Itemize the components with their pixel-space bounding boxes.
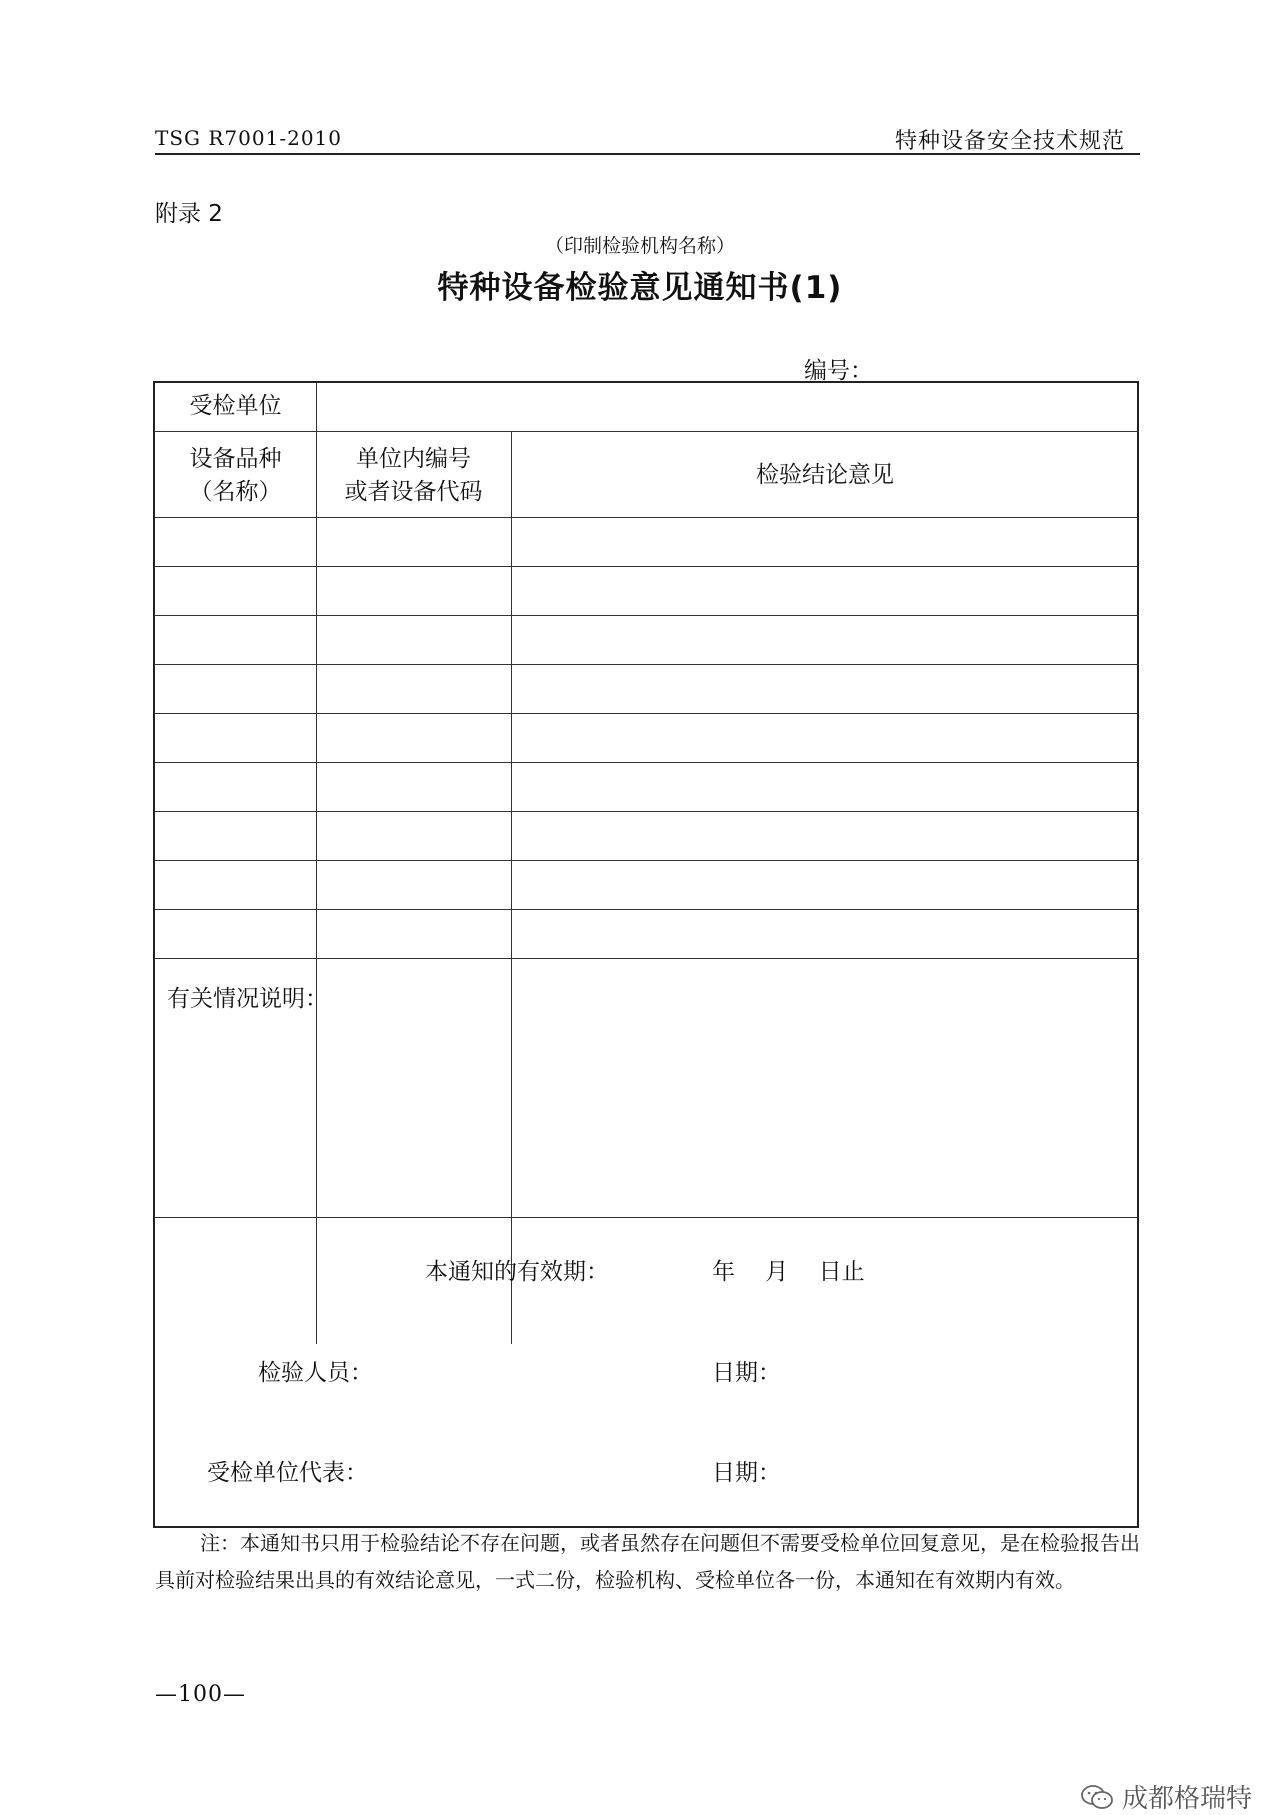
table-row [155,958,1139,959]
row-divider [155,431,1139,432]
row-divider [155,517,1139,518]
serial-number-label: 编号： [804,358,873,384]
inspector-date-label: 日期： [712,1360,781,1386]
col-header-equipment-type: 设备品种 （名称） [189,446,282,505]
table-row [155,713,1139,714]
col-divider [511,431,512,1344]
watermark-text: 成都格瑞特 [1121,1784,1252,1814]
inspector-label: 检验人员： [258,1360,373,1386]
form-note: 注：本通知书只用于检验结论不存在问题，或者虽然存在问题但不需要受检单位回复意见，是在检验报告出具前对检验结果出具的有效结论意见，一式二份，检验机构、受检单位各一份，本通知在有效期内有效。 [155,1531,1140,1592]
appendix-label: 附录 2 [155,201,223,227]
representative-label: 受检单位代表： [207,1460,368,1486]
validity-label: 本通知的有效期： [425,1259,609,1285]
header-standard-code: TSG R7001-2010 [155,126,342,150]
table-row [155,615,1139,616]
notice-form [153,381,1139,1528]
table-row [155,811,1139,812]
representative-date-label: 日期： [712,1460,781,1486]
section-divider [155,1217,1139,1218]
col-header-conclusion: 检验结论意见 [756,462,894,488]
wechat-icon [1080,1784,1114,1810]
org-name-placeholder: （印制检验机构名称） [544,235,735,257]
table-row [155,909,1139,910]
table-row [155,664,1139,665]
table-row [155,762,1139,763]
situation-label: 有关情况说明： [167,986,328,1012]
validity-date: 年 月 日止 [712,1259,865,1285]
inspected-unit-label: 受检单位 [189,393,282,419]
table-row [155,860,1139,861]
col-header-equipment-code: 单位内编号 或者设备代码 [344,446,483,505]
col-divider [316,431,317,1344]
watermark [1080,1778,1252,1815]
document-title: 特种设备检验意见通知书(1) [437,270,843,306]
table-row [155,566,1139,567]
header-spec-title: 特种设备安全技术规范 [894,129,1125,154]
page-number: —100— [155,1682,246,1707]
header-divider [155,153,1140,155]
